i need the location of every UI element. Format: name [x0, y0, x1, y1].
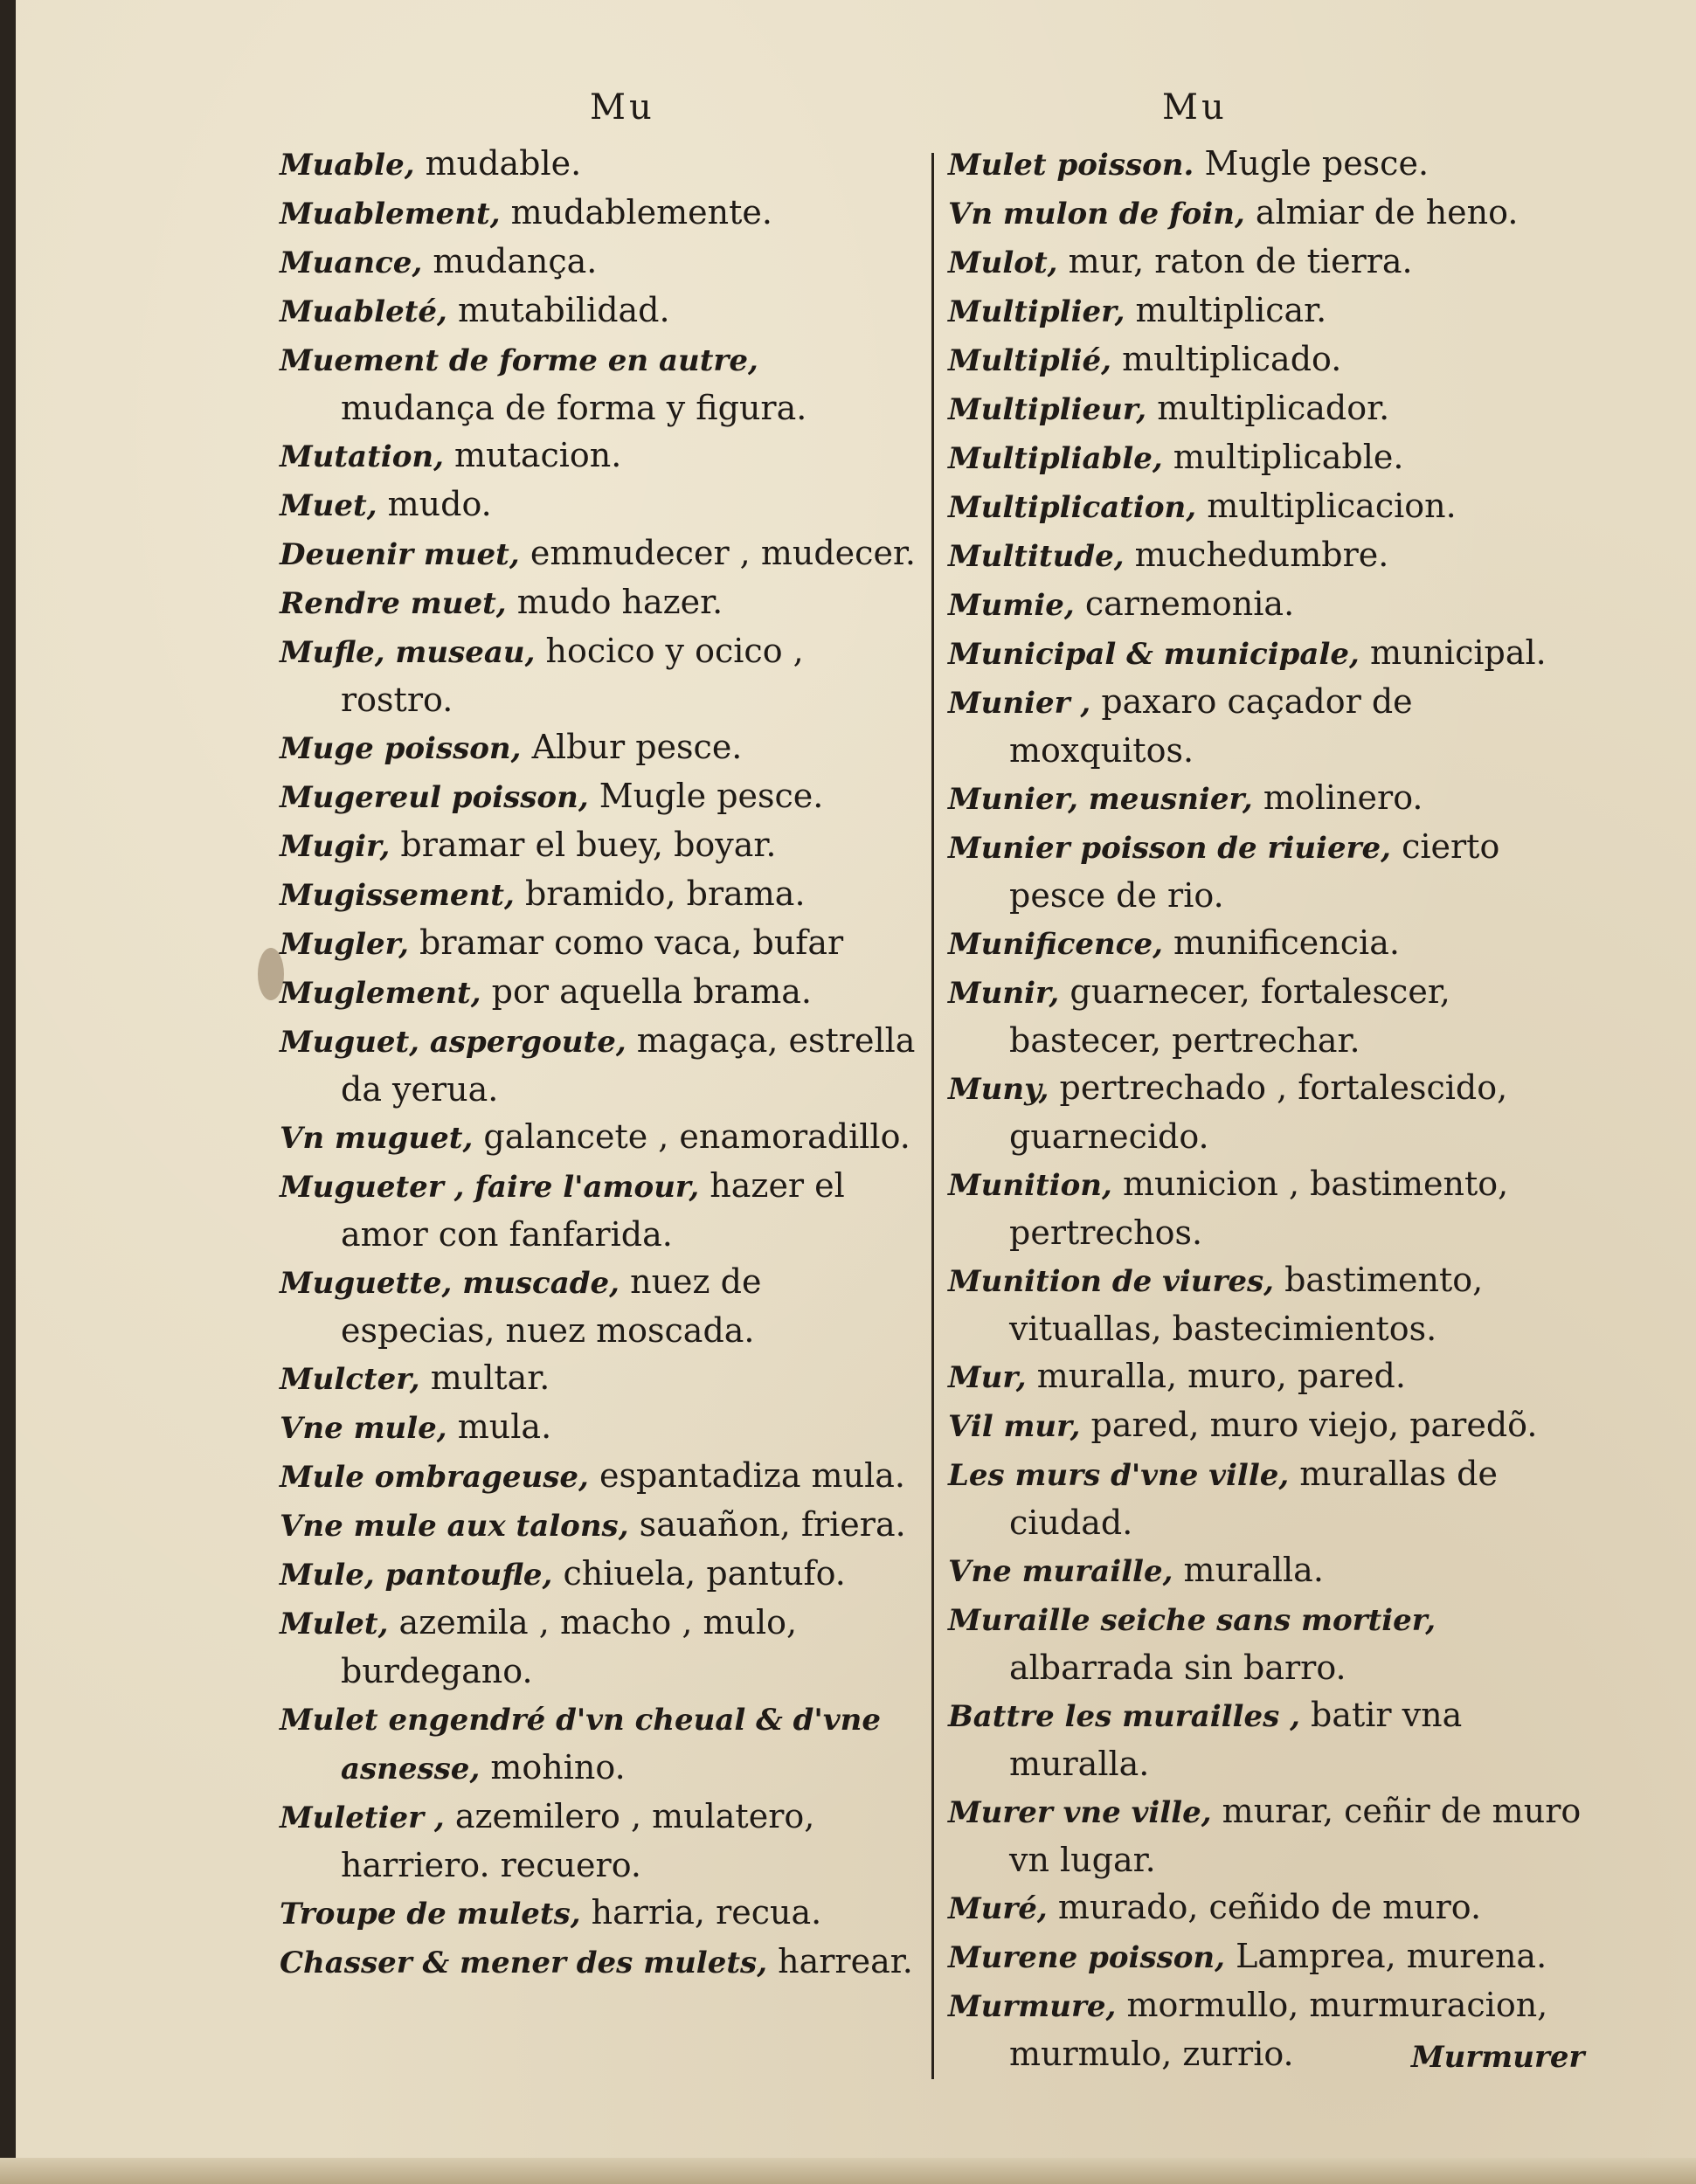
dictionary-entry — [948, 1546, 1590, 1595]
entry-headword: Munier, meusnier, — [948, 782, 1253, 817]
dictionary-entry — [948, 1883, 1590, 1932]
dictionary-entry — [280, 335, 922, 432]
entry-translation: molinero. — [1263, 778, 1423, 817]
entry-translation: mudo hazer. — [516, 583, 723, 621]
entry-translation: azemila , macho , mulo, burdegano. — [341, 1603, 798, 1690]
entry-translation: muralla. — [1183, 1551, 1324, 1589]
dictionary-entry — [280, 1452, 922, 1501]
left-column — [280, 140, 922, 1987]
entry-headword: Vil mur, — [948, 1409, 1081, 1444]
entry-headword: Vn mulon de foin, — [948, 197, 1245, 232]
entry-translation: mudable. — [425, 144, 582, 183]
entry-headword: Muableté, — [280, 294, 447, 329]
dictionary-entry — [280, 432, 922, 480]
dictionary-entry — [948, 774, 1590, 823]
entry-translation: multiplicador. — [1157, 389, 1390, 427]
entry-headword: Rendre muet, — [280, 586, 507, 621]
entry-headword: Mulcter, — [280, 1362, 420, 1397]
entry-translation: harrear. — [778, 1942, 913, 1980]
dictionary-entry — [948, 531, 1590, 580]
entry-translation: mutacion. — [454, 436, 622, 474]
dictionary-entry — [280, 870, 922, 919]
entry-translation: mudablemente. — [510, 193, 772, 232]
entry-headword: Troupe de mulets, — [280, 1897, 581, 1932]
entry-translation: Albur pesce. — [531, 728, 743, 766]
entry-headword: Muletier , — [280, 1800, 445, 1835]
dictionary-entry — [280, 627, 922, 723]
entry-translation: bramar como vaca, bufar — [419, 923, 844, 962]
entry-headword: Muglement, — [280, 976, 481, 1011]
entry-headword: Muement de forme en autre, — [280, 343, 758, 378]
entry-headword: Les murs d'vne ville, — [948, 1458, 1290, 1493]
page-left-edge — [0, 0, 16, 2184]
dictionary-entry — [948, 433, 1590, 482]
dictionary-entry — [948, 1401, 1590, 1450]
left-column-header: Mu — [590, 87, 655, 128]
entry-headword: Mumie, — [948, 588, 1075, 623]
entry-translation: municion , bastimento, pertrechos. — [1009, 1165, 1509, 1252]
entry-headword: Munificence, — [948, 927, 1163, 962]
entry-headword: Mugueter , faire l'amour, — [280, 1170, 700, 1205]
entry-headword: Vne mule, — [280, 1411, 447, 1446]
entry-translation: hazer el amor con fanfarida. — [341, 1166, 845, 1254]
right-column — [948, 140, 1590, 2077]
entry-headword: Muny, — [948, 1072, 1049, 1107]
entry-translation: Lamprea, murena. — [1236, 1937, 1547, 1975]
entry-headword: Muable, — [280, 148, 415, 183]
entry-headword: Chasser & mener des mulets, — [280, 1946, 768, 1980]
dictionary-entry — [948, 1064, 1590, 1160]
entry-headword: Mutation, — [280, 439, 444, 474]
entry-headword: Munition, — [948, 1168, 1112, 1203]
entry-translation: sauañon, friera. — [639, 1505, 906, 1544]
dictionary-entry — [948, 335, 1590, 384]
entry-translation: murado, ceñido de muro. — [1057, 1888, 1482, 1926]
entry-headword: Murer vne ville, — [948, 1795, 1212, 1830]
entry-translation: mutabilidad. — [457, 291, 670, 329]
entry-translation: mur, raton de tierra. — [1068, 242, 1413, 280]
entry-translation: chiuela, pantufo. — [563, 1554, 846, 1593]
entry-headword: Muguet, aspergoute, — [280, 1025, 626, 1060]
dictionary-entry — [948, 1691, 1590, 1787]
entry-headword: Mur, — [948, 1360, 1027, 1395]
entry-translation: muchedumbre. — [1134, 536, 1389, 574]
entry-translation: espantadiza mula. — [599, 1456, 905, 1495]
entry-headword: Mugler, — [280, 927, 409, 962]
entry-headword: Murene poisson, — [948, 1940, 1225, 1975]
dictionary-entry — [948, 482, 1590, 531]
entry-headword: Multiplier, — [948, 294, 1125, 329]
dictionary-entry — [280, 529, 922, 578]
dictionary-entry — [948, 140, 1590, 189]
entry-headword: Munition de viures, — [948, 1264, 1275, 1299]
entry-translation: albarrada sin barro. — [1009, 1648, 1346, 1687]
dictionary-entry — [280, 1354, 922, 1403]
dictionary-entry — [948, 189, 1590, 238]
entry-headword: Muet, — [280, 488, 377, 523]
entry-translation: hocico y ocico , rostro. — [341, 632, 804, 719]
entry-translation: nuez de especias, nuez moscada. — [341, 1262, 762, 1350]
dictionary-entry — [280, 1550, 922, 1599]
entry-headword: Multipliable, — [948, 441, 1163, 476]
entry-translation: cierto pesce de rio. — [1009, 827, 1500, 915]
dictionary-entry — [280, 1113, 922, 1162]
dictionary-entry — [280, 1599, 922, 1695]
entry-headword: Mufle, museau, — [280, 635, 536, 670]
entry-translation: multiplicacion. — [1207, 487, 1457, 525]
entry-headword: Mulot, — [948, 245, 1058, 280]
entry-headword: Mule ombrageuse, — [280, 1460, 589, 1495]
entry-translation: paxaro caçador de moxquitos. — [1009, 682, 1413, 770]
dictionary-entry — [948, 629, 1590, 678]
entry-headword: Municipal & municipale, — [948, 637, 1360, 672]
dictionary-entry — [280, 772, 922, 821]
right-column-header: Mu — [1162, 87, 1228, 128]
entry-headword: Mugissement, — [280, 878, 515, 913]
dictionary-entry — [280, 1017, 922, 1113]
dictionary-entry — [948, 1595, 1590, 1691]
entry-headword: Murmure, — [948, 1989, 1117, 2024]
entry-translation: azemilero , mulatero, harriero. recuero. — [341, 1797, 815, 1884]
entry-translation: munificencia. — [1173, 923, 1400, 962]
dictionary-entry — [948, 384, 1590, 433]
entry-headword: Vne muraille, — [948, 1554, 1173, 1589]
dictionary-entry — [948, 823, 1590, 919]
entry-headword: Multitude, — [948, 539, 1125, 574]
column-divider — [931, 153, 934, 2079]
entry-headword: Mulet, — [280, 1607, 389, 1641]
entry-translation: carnemonia. — [1084, 584, 1295, 623]
entry-translation: magaça, estrella da yerua. — [341, 1021, 916, 1109]
entry-translation: bramar el buey, boyar. — [400, 826, 777, 864]
dictionary-entry — [280, 1501, 922, 1550]
entry-translation: galancete , enamoradillo. — [483, 1117, 910, 1156]
dictionary-entry — [280, 1162, 922, 1258]
dictionary-entry — [948, 1160, 1590, 1256]
entry-translation: harria, recua. — [591, 1893, 822, 1932]
entry-headword: Vn muguet, — [280, 1121, 474, 1156]
entry-translation: emmudecer , mudecer. — [530, 534, 917, 572]
entry-translation: mula. — [457, 1407, 552, 1446]
entry-translation: municipal. — [1369, 633, 1547, 672]
dictionary-entry — [948, 1932, 1590, 1981]
entry-headword: Mulet engendré d'vn cheual & d'vne asnesse, — [280, 1703, 881, 1787]
dictionary-entry — [280, 287, 922, 335]
entry-translation: pertrechado , fortalescido, guarnecido. — [1009, 1068, 1508, 1156]
entry-translation: mudo. — [387, 485, 492, 523]
entry-headword: Battre les murailles , — [948, 1699, 1300, 1734]
entry-headword: Munir, — [948, 976, 1060, 1011]
entry-headword: Muraille seiche sans mortier, — [948, 1603, 1436, 1638]
dictionary-entry — [280, 1403, 922, 1452]
entry-translation: por aquella brama. — [491, 972, 812, 1011]
dictionary-entry — [948, 580, 1590, 629]
dictionary-entry — [280, 1793, 922, 1889]
dictionary-entry — [280, 480, 922, 529]
dictionary-entry — [280, 821, 922, 870]
page-bottom-edge — [0, 2158, 1696, 2184]
dictionary-entry — [280, 968, 922, 1017]
entry-headword: Muablement, — [280, 197, 501, 232]
entry-translation: multar. — [430, 1358, 550, 1397]
entry-translation: pared, muro viejo, paredõ. — [1090, 1406, 1538, 1444]
dictionary-entry — [948, 238, 1590, 287]
entry-headword: Mugereul poisson, — [280, 780, 589, 815]
entry-headword: Multiplié, — [948, 343, 1111, 378]
entry-translation: multiplicar. — [1135, 291, 1327, 329]
entry-headword: Mulet poisson. — [948, 148, 1194, 183]
dictionary-entry — [280, 578, 922, 627]
entry-headword: Deuenir muet, — [280, 537, 520, 572]
dictionary-entry — [280, 1889, 922, 1938]
entry-translation: mudança de forma y figura. — [341, 389, 807, 427]
entry-headword: Multiplieur, — [948, 392, 1147, 427]
entry-translation: murar, ceñir de muro vn lugar. — [1009, 1792, 1582, 1879]
entry-headword: Vne mule aux talons, — [280, 1509, 629, 1544]
entry-translation: batir vna muralla. — [1009, 1696, 1463, 1783]
entry-translation: murallas de ciudad. — [1009, 1455, 1498, 1542]
dictionary-entry — [280, 1258, 922, 1354]
entry-translation: multiplicable. — [1173, 438, 1404, 476]
catchword: Murmurer — [1411, 2040, 1585, 2075]
entry-headword: Mule, pantoufle, — [280, 1558, 553, 1593]
entry-headword: Muge poisson, — [280, 731, 522, 766]
entry-translation: bramido, brama. — [524, 874, 806, 913]
dictionary-entry — [948, 287, 1590, 335]
entry-headword: Muance, — [280, 245, 423, 280]
dictionary-entry — [280, 189, 922, 238]
dictionary-entry — [948, 1352, 1590, 1401]
entry-headword: Munier poisson de riuiere, — [948, 831, 1391, 866]
entry-headword: Mugir, — [280, 829, 391, 864]
dictionary-entry — [948, 1787, 1590, 1883]
entry-translation: mudança. — [433, 242, 598, 280]
dictionary-entry — [280, 919, 922, 968]
entry-headword: Muguette, muscade, — [280, 1266, 620, 1301]
dictionary-entry — [280, 1695, 922, 1793]
dictionary-entry — [280, 723, 922, 772]
entry-translation: multiplicado. — [1122, 340, 1342, 378]
entry-translation: mormullo, murmuracion, murmulo, zurrio. — [1009, 1986, 1548, 2073]
entry-translation: Mugle pesce. — [1204, 144, 1429, 183]
entry-translation: muralla, muro, pared. — [1036, 1357, 1406, 1395]
dictionary-entry — [948, 1450, 1590, 1546]
entry-translation: bastimento, vituallas, bastecimientos. — [1009, 1261, 1484, 1348]
entry-translation: guarnecer, fortalescer, bastecer, pertrechar. — [1009, 972, 1450, 1060]
dictionary-entry — [948, 1256, 1590, 1352]
dictionary-entry — [280, 1938, 922, 1987]
dictionary-entry — [948, 919, 1590, 968]
dictionary-entry — [280, 140, 922, 189]
entry-headword: Multiplication, — [948, 490, 1197, 525]
entry-headword: Munier , — [948, 686, 1091, 721]
entry-translation: almiar de heno. — [1255, 193, 1519, 232]
entry-headword: Muré, — [948, 1891, 1048, 1926]
entry-translation: Mugle pesce. — [599, 777, 824, 815]
dictionary-entry — [280, 238, 922, 287]
entry-translation: mohino. — [490, 1748, 626, 1787]
dictionary-entry — [948, 678, 1590, 774]
dictionary-entry — [948, 968, 1590, 1064]
